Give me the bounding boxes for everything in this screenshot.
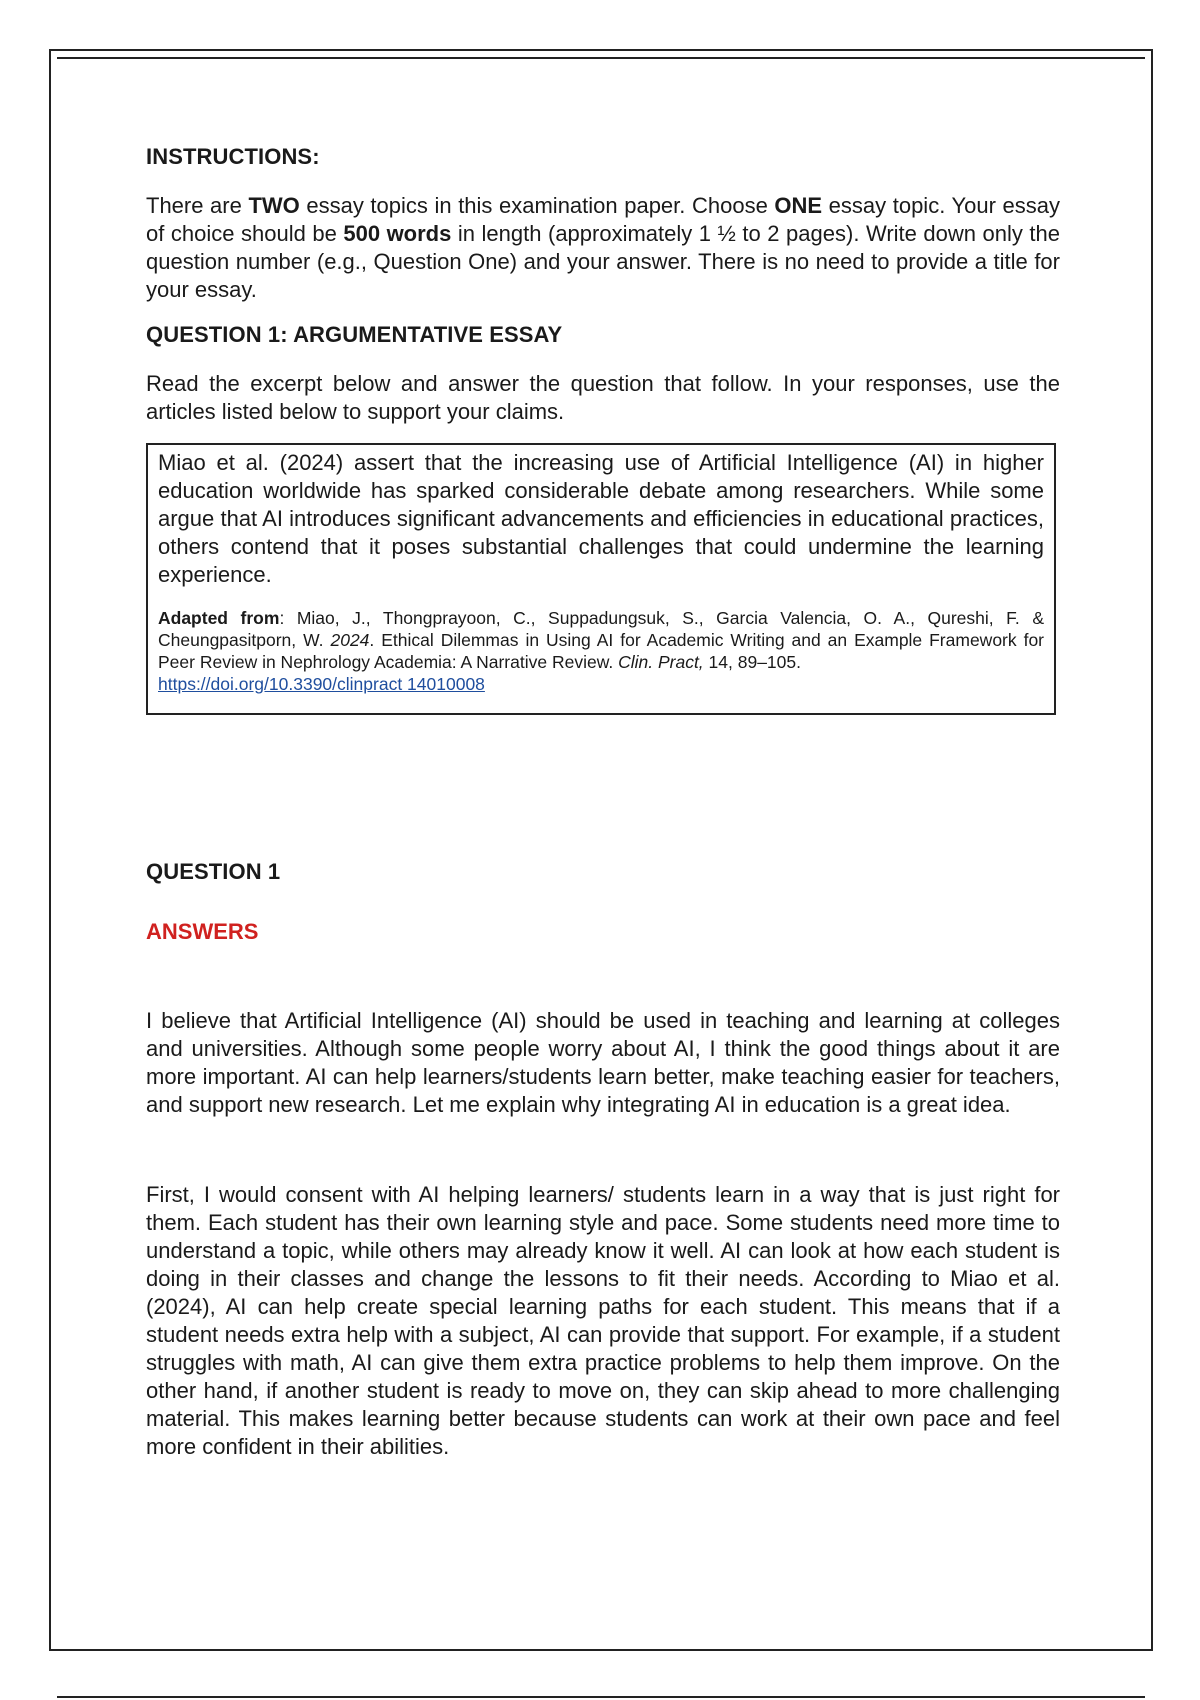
question1-prompt: Read the excerpt below and answer the question that follow. In your responses, use the articles listed below to support your claims. bbox=[146, 371, 1060, 424]
answer-paragraph-1: I believe that Artificial Intelligence (AI) should be used in teaching and learning at colleges and universities. Although some people worry about AI, I think the good things about it are more important. AI can help learners/students learn better, make teaching easier for teachers, and support new research. Let me explain why integrating AI in education is a great idea. bbox=[146, 1008, 1060, 1117]
instructions-text-part: There are bbox=[146, 193, 249, 218]
document-content bbox=[146, 140, 1060, 1461]
instructions-heading: INSTRUCTIONS: bbox=[146, 144, 320, 169]
citation-pages: 14, 89–105. bbox=[703, 652, 801, 672]
excerpt-box bbox=[146, 443, 1056, 715]
excerpt-text: Miao et al. (2024) assert that the increasing use of Artificial Intelligence (AI) in higher education worldwide has sparked considerable debate among researchers. While some argue that AI introduces significant advancements and efficiencies in educational practices, others contend that it poses substantial challenges that could undermine the learning experience. bbox=[158, 450, 1044, 587]
citation-journal: Clin. Pract, bbox=[618, 652, 704, 672]
question1-heading: QUESTION 1: ARGUMENTATIVE ESSAY bbox=[146, 322, 563, 347]
citation bbox=[158, 607, 1044, 695]
citation-title: . Ethical Dilemmas in Using AI for Academic Writing and an Example Framework for Peer Review in Nephrology Academia: A Narrative Review. bbox=[158, 630, 1045, 672]
instructions-bold-two: TWO bbox=[248, 193, 300, 218]
instructions-text bbox=[146, 192, 1060, 304]
answer-paragraph-2: First, I would consent with AI helping learners/ students learn in a way that is just right for them. Each student has their own learning style and pace. Some students need more time to understand a topic, while others may already know it well. AI can look at how each student is doing in their classes and change the lessons to fit their needs. According to Miao et al. (2024), AI can help create special learning paths for each student. This means that if a student needs extra help with a subject, AI can provide that support. For example, if a student struggles with math, AI can give them extra practice problems to help them improve. On the other hand, if another student is ready to move on, they can skip ahead to more challenging material. This makes learning better because students can work at their own pace and feel more confident in their abilities. bbox=[146, 1182, 1060, 1459]
citation-label: Adapted from bbox=[158, 608, 280, 628]
instructions-text-part: essay topics in this examination paper. Choose bbox=[299, 193, 775, 218]
instructions-text-part: in length (approximately 1 ½ to 2 pages). Write down only the question number (e.g., Question One) and your answer. There is no need to provide a title for your essay. bbox=[146, 221, 1060, 302]
instructions-text-part: essay topic. Your essay of choice should be bbox=[146, 193, 1060, 246]
citation-authors: : Miao, J., Thongprayoon, C., Suppadungsuk, S., Garcia Valencia, O. A., Qureshi, F. & Cheungpasitporn, W. bbox=[158, 608, 1044, 650]
answers-label: ANSWERS bbox=[146, 919, 259, 944]
top-double-rule bbox=[57, 57, 1145, 59]
citation-doi-link[interactable]: https://doi.org/10.3390/clinpract 14010008 bbox=[158, 674, 485, 694]
answer-question-label: QUESTION 1 bbox=[146, 859, 281, 884]
instructions-bold-words: 500 words bbox=[343, 221, 452, 246]
instructions-bold-one: ONE bbox=[774, 193, 823, 218]
bottom-rule bbox=[57, 1696, 1145, 1698]
citation-year: 2024 bbox=[330, 630, 370, 650]
